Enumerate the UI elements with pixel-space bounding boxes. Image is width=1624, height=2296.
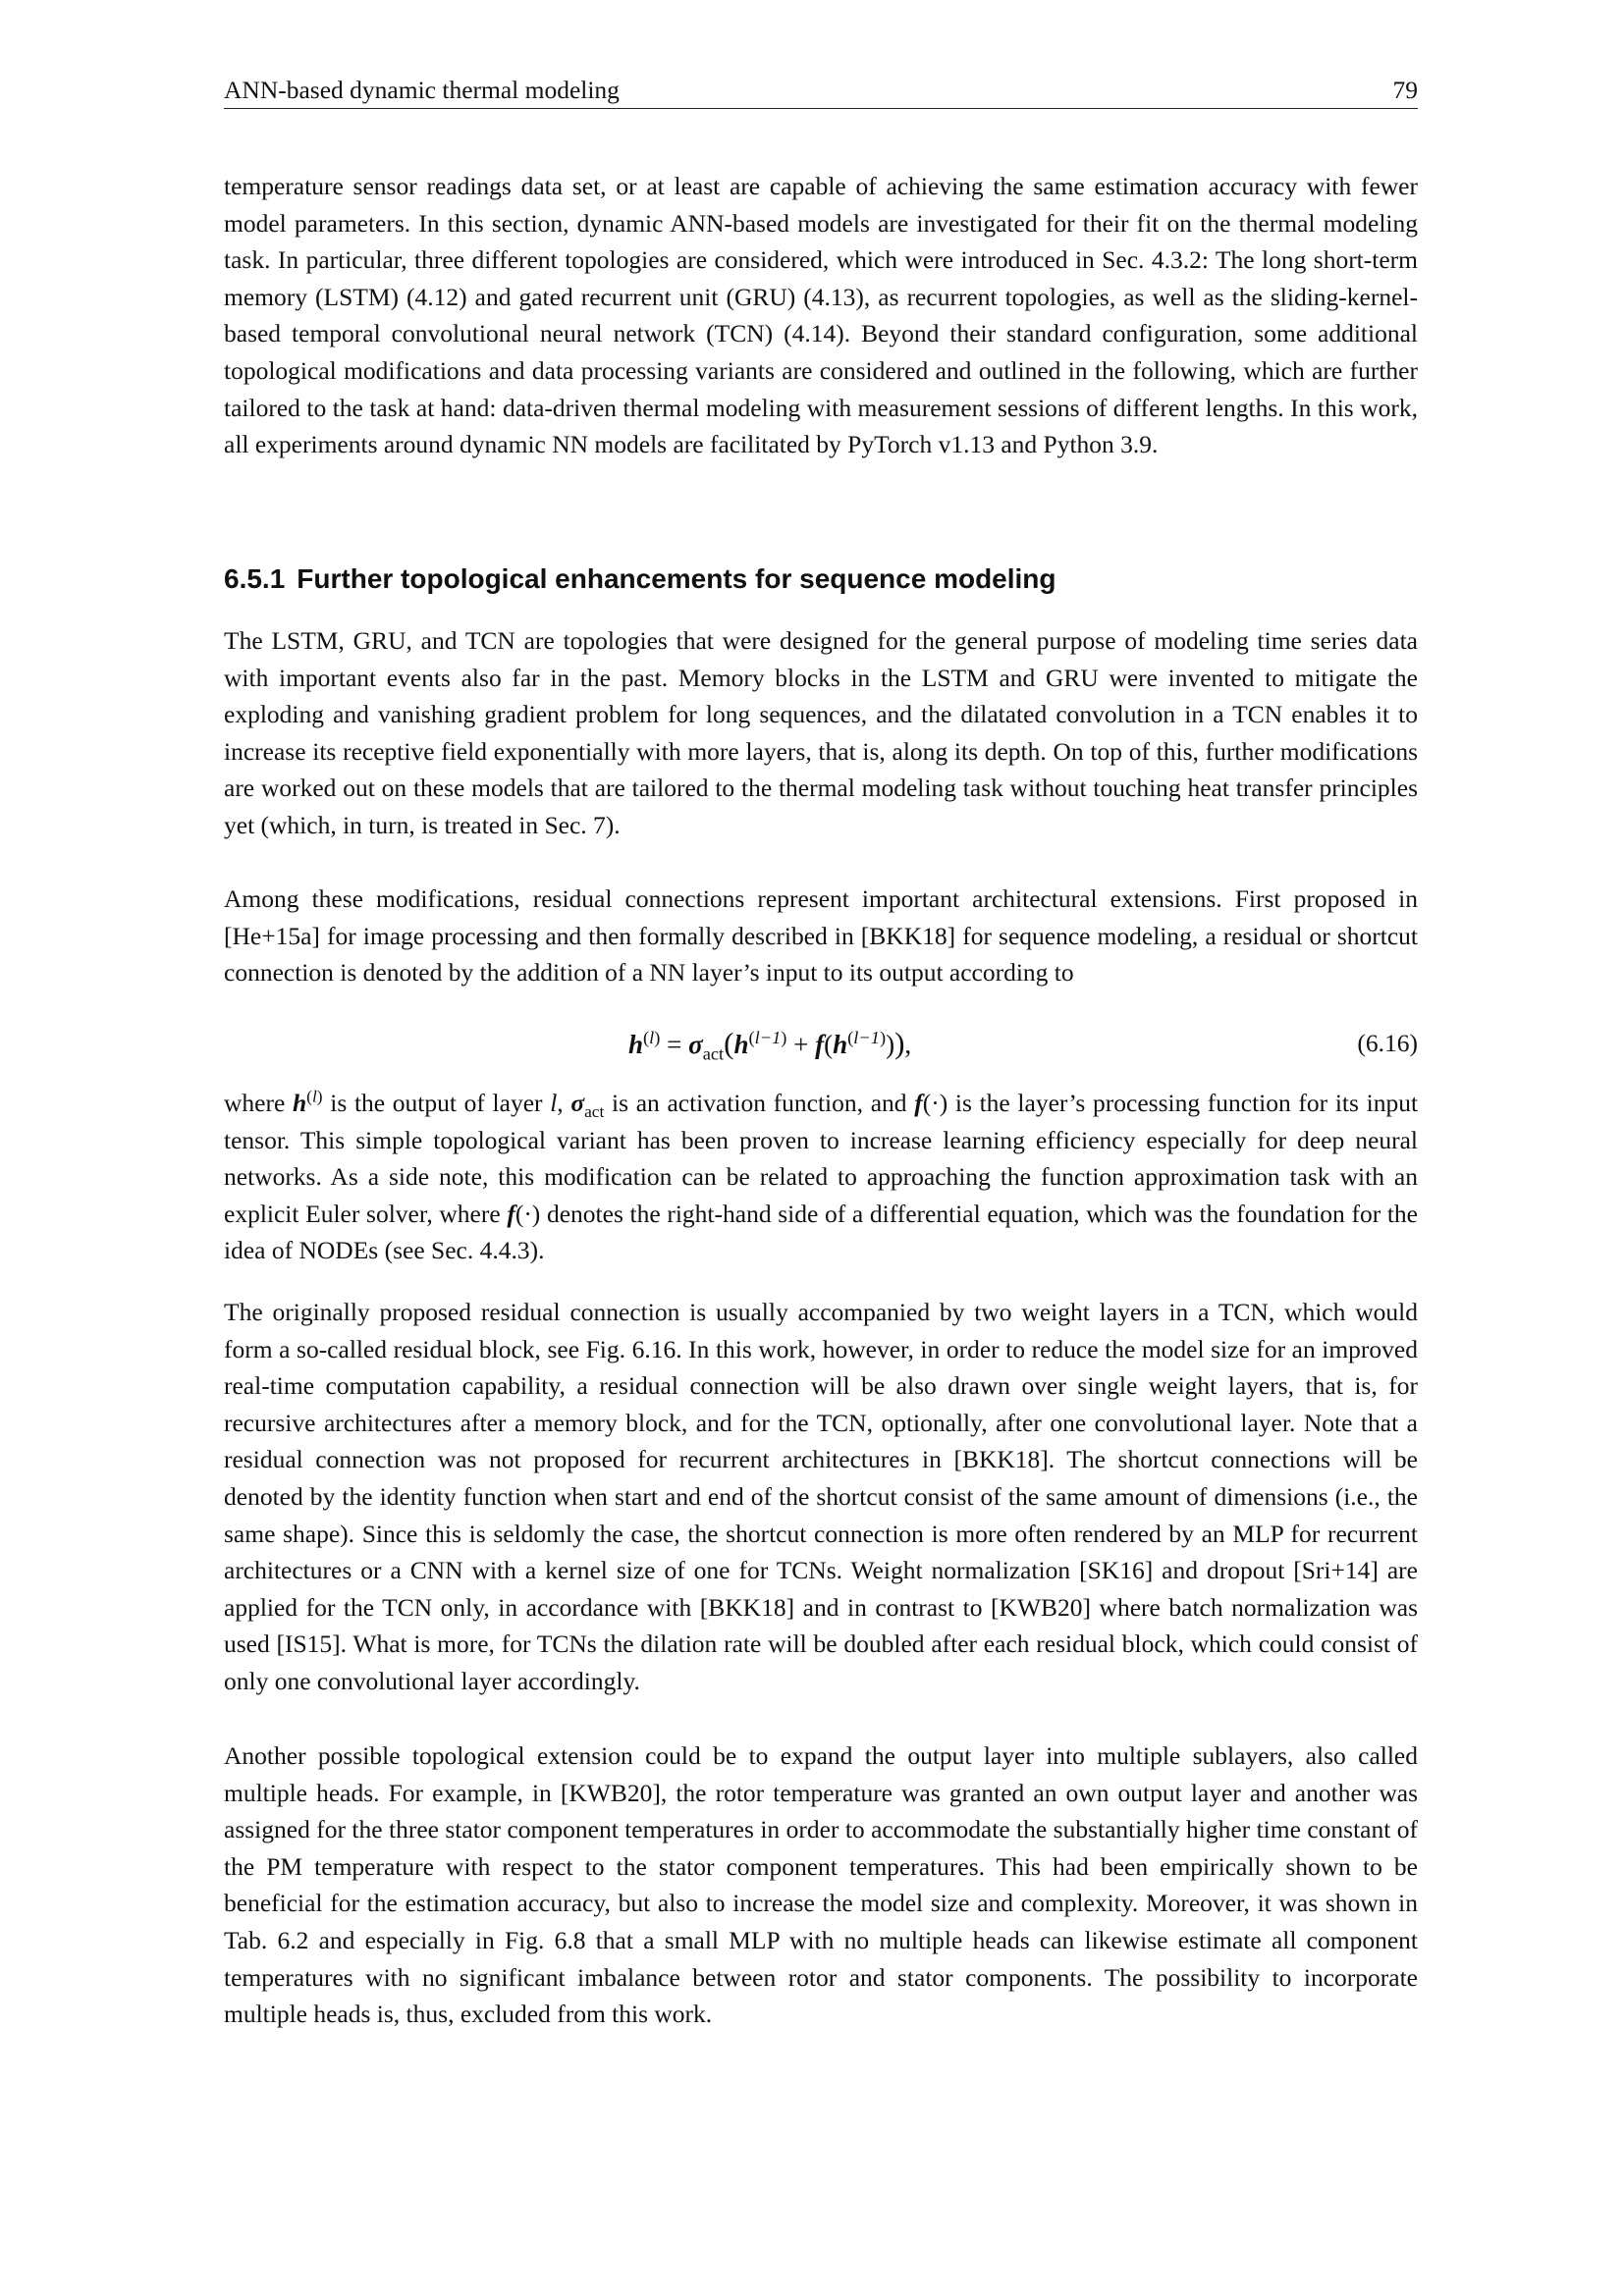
- paragraph-residual-block: The originally proposed residual connection is usually accompanied by two weight layers in a TCN, which would form a so-called residual block, see Fig. 6.16. In this work, however, in order to reduce the model size for an improved real-time computation capability, a residual connection will be also drawn over single weight layers, that is, for recursive architectures after a memory block, and for the TCN, optionally, after one convolutional layer. Note that a residual connection was not proposed for recurrent architectures in [BKK18]. The shortcut connections will be denoted by the identity function when start and end of the shortcut consist of the same amount of dimensions (i.e., the same shape). Since this is seldomly the case, the shortcut connection is more often rendered by an MLP for recurrent architectures or a CNN with a kernel size of one for TCNs. Weight normalization [SK16] and dropout [Sri+14] are applied for the TCN only, in accordance with [BKK18] and in contrast to [KWB20] where batch normalization was used [IS15]. What is more, for TCNs the dilation rate will be doubled after each residual block, which could consist of only one convolutional layer accordingly.: [224, 1298, 1418, 1695]
- section-number: 6.5.1: [224, 563, 286, 594]
- paragraph-intro: temperature sensor readings data set, or at least are capable of achieving the same estimation accuracy with fewer model parameters. In this section, dynamic ANN-based models are investigated for their fit on the thermal modeling task. In particular, three different topologies are considered, which were introduced in Sec. 4.3.2: The long short-term memory (LSTM) (4.12) and gated recurrent unit (GRU) (4.13), as recurrent topologies, as well as the sliding-kernel-based temporal convolutional neural network (TCN) (4.14). Beyond their standard configuration, some additional topological modifications and data processing variants are considered and outlined in the following, which are further tailored to the task at hand: data-driven thermal modeling with measurement sessions of different lengths. In this work, all experiments around dynamic NN models are facilitated by PyTorch v1.13 and Python 3.9.: [224, 172, 1418, 459]
- running-title: ANN-based dynamic thermal modeling: [224, 76, 620, 104]
- section-title: Further topological enhancements for sequence modeling: [297, 563, 1056, 594]
- equation-6-16: [224, 1019, 1418, 1068]
- equation-body: $h^{(l)} = \sigma_{act}(h^{(l-1)} + f(h^{(l-1)}))$,: [628, 1026, 912, 1064]
- equation-number: (6.16): [1357, 1029, 1418, 1057]
- paragraph-multiple-heads: Another possible topological extension could be to expand the output layer into multiple sublayers, also called multiple heads. For example, in [KWB20], the rotor temperature was granted an own output layer and another was assigned for the three stator component temperatures in order to accommodate the substantially higher time constant of the PM temperature with respect to the stator component temperatures. This had been empirically shown to be beneficial for the estimation accuracy, but also to increase the model size and complexity. Moreover, it was shown in Tab. 6.2 and especially in Fig. 6.8 that a small MLP with no multiple heads can likewise estimate all component temperatures with no significant imbalance between rotor and stator components. The possibility to incorporate multiple heads is, thus, excluded from this work.: [224, 1741, 1418, 2029]
- running-header: [224, 73, 1418, 109]
- page-number: 79: [1392, 76, 1418, 104]
- paragraph-residual: Among these modifications, residual connections represent important architectural extensions. First proposed in [He+15a] for image processing and then formally described in [BKK18] for sequence modeling, a residual or shortcut connection is denoted by the addition of a NN layer’s input to its output according to: [224, 884, 1418, 988]
- paragraph-equation-explanation: where $h^{(l)}$ is the output of layer l, $\sigma_{act}$ is an activation function, and f(·) is the layer’s processing function for its input tensor. This simple topological variant has been proven to increase learning efficiency especially for deep neural networks. As a side note, this modification can be related to approaching the function approximation task with an explicit Euler solver, where f(·) denotes the right-hand side of a differential equation, which was the foundation for the idea of NODEs (see Sec. 4.4.3).: [224, 1087, 1419, 1265]
- section-heading: [224, 561, 1056, 597]
- paragraph-topologies: The LSTM, GRU, and TCN are topologies that were designed for the general purpose of modeling time series data with important events also far in the past. Memory blocks in the LSTM and GRU were invented to mitigate the exploding and vanishing gradient problem for long sequences, and the dilatated convolution in a TCN enables it to increase its receptive field exponentially with more layers, that is, along its depth. On top of this, further modifications are worked out on these models that are tailored to the thermal modeling task without touching heat transfer principles yet (which, in turn, is treated in Sec. 7).: [224, 626, 1418, 839]
